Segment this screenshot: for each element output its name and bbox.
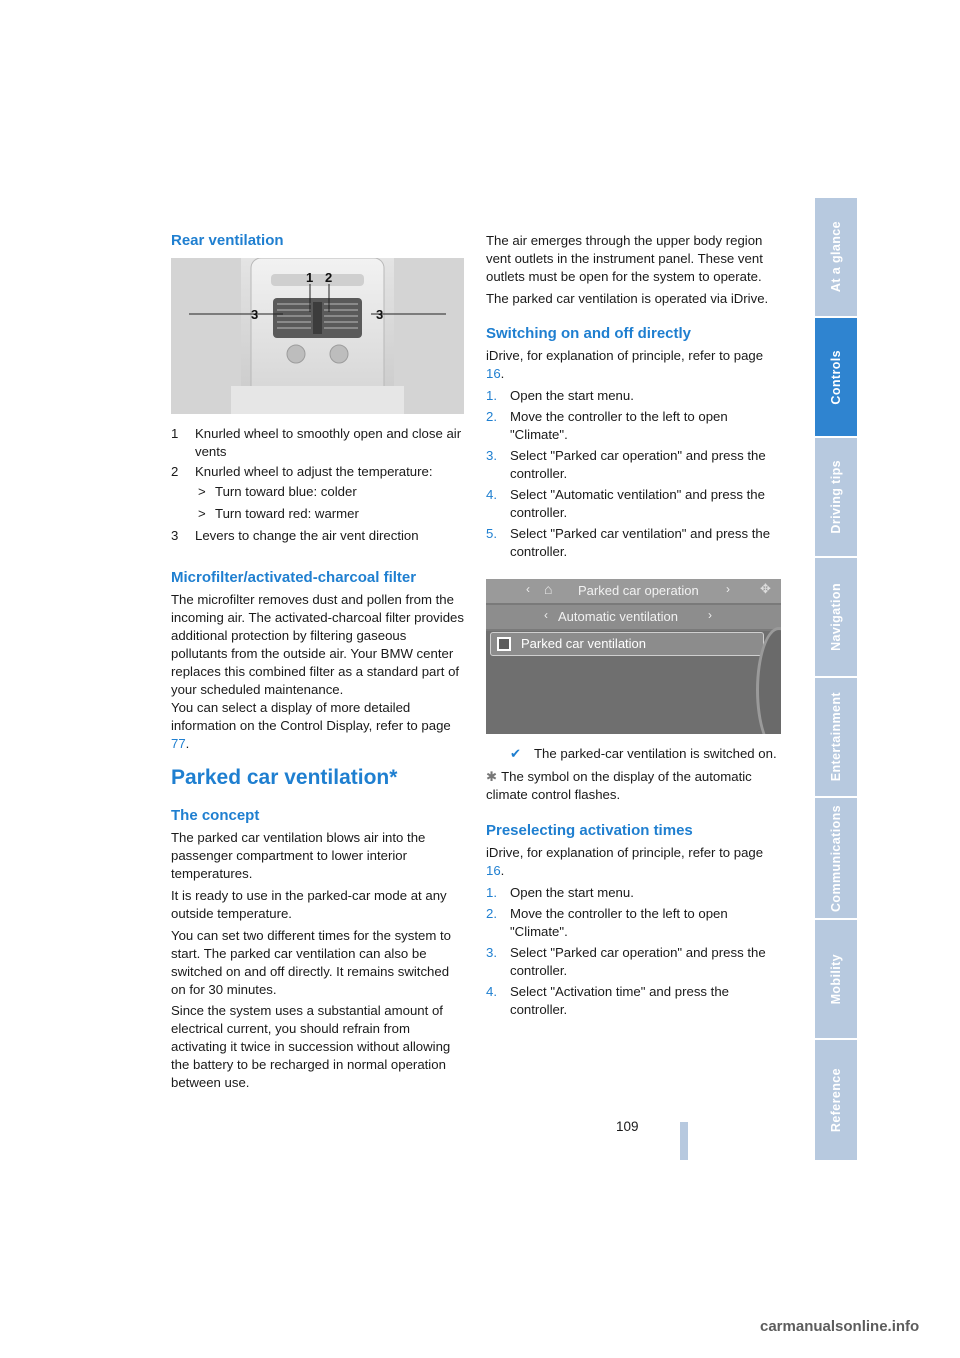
menu-row-parked-car-ventilation: Parked car ventilation (490, 632, 764, 656)
sub-bullet: > Turn toward blue: colder (198, 484, 357, 499)
tab-mobility[interactable]: Mobility (815, 920, 857, 1038)
fan-icon: ✱ (486, 769, 498, 784)
page-link-16[interactable]: 16 (486, 366, 501, 381)
rear-ventilation-heading: Rear ventilation (171, 232, 284, 249)
page-link-77[interactable]: 77 (171, 736, 186, 751)
page-marker-bar (680, 1122, 688, 1160)
rear-vent-illustration (171, 258, 464, 414)
microfilter-paragraph: The microfilter removes dust and pollen from the incoming air. The activated-charcoal filter provides additional protection by filtering gaseous pollutants from the outside air. Your BMW center replaces this combined filter as a standard part of your scheduled maintenance. (171, 592, 464, 697)
concept-paragraph-3: You can set two different times for the system to start. The parked car ventilation can also be switched on and off directly. It remains switched on for 30 minutes. (171, 928, 452, 997)
chevron-right-icon: › (708, 608, 712, 622)
chevron-left-icon: ‹ (526, 582, 530, 596)
concept-paragraph-1: The parked car ventilation blows air into the passenger compartment to lower interior temperatures. (171, 830, 426, 881)
preselecting-heading: Preselecting activation times (486, 822, 693, 839)
list-item: 5. Select "Parked car ventilation" and press the controller. (486, 526, 771, 559)
intro-paragraph-1: The air emerges through the upper body region vent outlets in the instrument panel. These vent outlets must be open for the system to operate. (486, 233, 763, 284)
tab-reference[interactable]: Reference (815, 1040, 857, 1160)
legend-item: 2 Knurled wheel to adjust the temperature: (171, 464, 433, 479)
section-sidebar (815, 198, 857, 1160)
concept-paragraph-2: It is ready to use in the parked-car mode at any outside temperature. (171, 888, 447, 921)
chevron-right-icon: › (726, 582, 730, 596)
preselecting-reference: iDrive, for explanation of principle, refer to page 16. (486, 845, 764, 878)
rear-vent-figure (171, 258, 464, 414)
switching-steps (486, 387, 782, 561)
list-item: 1. Open the start menu. (486, 388, 634, 403)
list-item: 2. Move the controller to the left to open "Climate". (486, 409, 728, 442)
idrive-screen-figure (486, 579, 781, 734)
list-item: 4. Select "Activation time" and press the controller. (486, 984, 730, 1017)
parked-car-ventilation-heading: Parked car ventilation* (171, 766, 398, 789)
microfilter-display-paragraph: You can select a display of more detailed information on the Control Display, refer to page 77. (171, 700, 451, 751)
preselecting-steps (486, 884, 782, 1019)
label-3-right: 3 (376, 307, 384, 322)
page-number: 109 (616, 1119, 639, 1134)
switching-heading: Switching on and off directly (486, 325, 692, 342)
tab-at-a-glance[interactable]: At a glance (815, 198, 857, 316)
controller-icon: ✥ (760, 581, 771, 596)
tab-entertainment[interactable]: Entertainment (815, 678, 857, 796)
menu-row-parked-car-operation: ‹ ⌂ Parked car operation › ✥ (486, 579, 781, 603)
list-item: 4. Select "Automatic ventilation" and press the controller. (486, 487, 765, 520)
concept-heading: The concept (171, 807, 260, 824)
microfilter-heading: Microfilter/activated-charcoal filter (171, 569, 417, 586)
checkbox-icon (497, 637, 511, 651)
chevron-left-icon: ‹ (544, 608, 548, 622)
sub-bullet: > Turn toward red: warmer (198, 506, 359, 521)
legend-item: 3 Levers to change the air vent direction (171, 528, 419, 543)
symbol-note: ✱ The symbol on the display of the automatic climate control flashes. (486, 769, 752, 802)
parked-car-icon: ⌂ (544, 581, 553, 597)
tab-driving-tips[interactable]: Driving tips (815, 438, 857, 556)
list-item: 3. Select "Parked car operation" and press the controller. (486, 945, 766, 978)
label-3-left: 3 (251, 307, 259, 322)
tab-controls[interactable]: Controls (815, 318, 857, 436)
legend-item: 1 Knurled wheel to smoothly open and close air vents (171, 426, 462, 459)
list-item: 1. Open the start menu. (486, 885, 634, 900)
vent-legend (171, 425, 466, 545)
switching-reference: iDrive, for explanation of principle, refer to page 16. (486, 348, 764, 381)
label-2: 2 (325, 270, 333, 285)
watermark: carmanualsonline.info (760, 1318, 920, 1335)
tab-communications[interactable]: Communications (815, 798, 857, 918)
checkmark-icon: ✔ (510, 746, 522, 761)
list-item: 3. Select "Parked car operation" and press the controller. (486, 448, 766, 481)
label-1: 1 (306, 270, 314, 285)
tab-navigation[interactable]: Navigation (815, 558, 857, 676)
list-item: 2. Move the controller to the left to open "Climate". (486, 906, 728, 939)
page-link-16[interactable]: 16 (486, 863, 501, 878)
switched-on-note: ✔ The parked-car ventilation is switched on. (510, 746, 777, 761)
concept-paragraph-4: Since the system uses a substantial amount of electrical current, you should refrain from activating it twice in succession without allowing the battery to be recharged in normal operation between use. (171, 1003, 451, 1090)
intro-paragraph-2: The parked car ventilation is operated via iDrive. (486, 291, 769, 306)
menu-row-automatic-ventilation: ‹ Automatic ventilation › (486, 605, 781, 629)
